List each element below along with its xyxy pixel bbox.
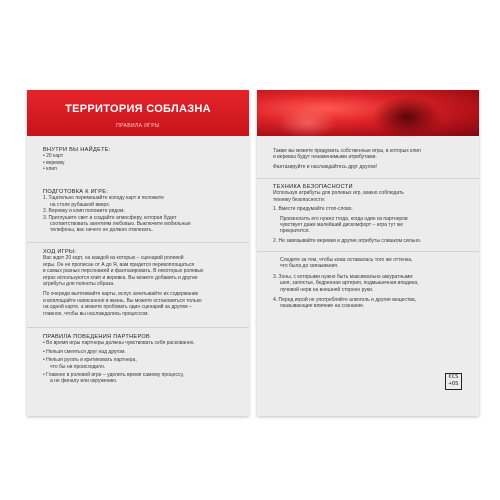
prep-line: 3. Приглушите свет и создайте атмосферу, которая будет bbox=[43, 214, 177, 221]
inside-item: • клип bbox=[43, 166, 57, 173]
prep-heading: ПОДГОТОВКА К ИГРЕ: bbox=[43, 189, 109, 195]
prep-line: 2. Веревку и клип положите рядом. bbox=[43, 208, 125, 215]
safety-note: чувствует даже малейший дискомфорт – игра тут же bbox=[280, 222, 403, 229]
progress-line: играх используются клип и веревка. Вы можете добавить и другие bbox=[43, 274, 198, 281]
safety-line: Используя атрибуты для ролевых игр, важно соблюдать bbox=[273, 190, 404, 197]
intro-section bbox=[273, 148, 465, 170]
logo-line: €CS bbox=[448, 374, 459, 380]
prep-line: телефоны, вас ничего не должно отвлекать. bbox=[50, 227, 153, 234]
inside-item: • веревку bbox=[43, 159, 65, 166]
progress-line: Вас ждет 20 карт, на каждой из которых – сценарий ролевой bbox=[43, 255, 184, 262]
inside-item: • 20 карт bbox=[43, 153, 64, 160]
progress-heading: ХОД ИГРЫ: bbox=[43, 249, 77, 255]
intro-line: Фантазируйте и наслаждайтесь друг другом! bbox=[273, 163, 377, 170]
game-title: ТЕРРИТОРИЯ СОБЛАЗНА bbox=[65, 103, 211, 115]
safety-step: 1. Вместе придумайте стоп-слово. bbox=[273, 206, 353, 213]
progress-line: в самых разных персонажей и фантазировать. В некоторых ролевых bbox=[43, 268, 204, 275]
brand-logo bbox=[445, 373, 462, 390]
logo-line: +OS bbox=[448, 381, 459, 387]
progress-section bbox=[43, 249, 235, 317]
section-divider bbox=[257, 251, 479, 252]
safety-note: Произносить его нужно тогда, когда один из партнеров bbox=[280, 215, 408, 222]
rules-item: • Во время игры партнеры должны чувствовать себя раскованно. bbox=[43, 340, 195, 347]
rules-item: • Нельзя смеяться друг над другом. bbox=[43, 348, 126, 355]
safety-section bbox=[273, 184, 465, 244]
prep-line: на столе рубашкой вверх. bbox=[50, 201, 111, 208]
rules-card-left bbox=[27, 90, 249, 416]
rules-section bbox=[43, 334, 235, 385]
section-divider bbox=[27, 242, 249, 243]
safety-step: 4. Перед игрой не употребляйте алкоголь и другие вещества, bbox=[273, 297, 417, 304]
safety-cont-section bbox=[273, 257, 465, 310]
section-divider bbox=[27, 327, 249, 328]
safety-step: шея, запястье, бедренная артерия, подмышечная впадина, bbox=[280, 280, 419, 287]
prep-line: 1. Тщательно перемешайте колоду карт и положите bbox=[43, 195, 164, 202]
progress-line: игры. Он не прописан от А до Я, вам придется перевоплощаться bbox=[43, 261, 195, 268]
game-subtitle: ПРАВИЛА ИГРЫ bbox=[116, 123, 160, 129]
intro-line: и веревка будут незаменимыми атрибутами. bbox=[273, 154, 377, 161]
intro-line: Также вы можете придумать собственные игры, в которых клип bbox=[273, 148, 421, 154]
safety-step: 2. Не завязывайте веревки и другие атрибуты слишком сильно. bbox=[273, 237, 422, 244]
photo-banner bbox=[257, 90, 479, 136]
safety-step: 3. Зоны, с которыми нужно быть максимально аккуратными: bbox=[273, 273, 414, 280]
prep-line: соответствовать занятиям любовью. Выключите мобильные bbox=[50, 221, 191, 228]
progress-line: атрибуты для полноты образа. bbox=[43, 281, 115, 288]
rules-card-right bbox=[257, 90, 479, 416]
safety-step: оказывающие влияние на сознание. bbox=[280, 303, 365, 310]
title-banner bbox=[27, 90, 249, 136]
rules-item: что бы ни происходило. bbox=[50, 363, 106, 370]
progress-line: главное, чтобы вы наслаждались процессом. bbox=[43, 310, 149, 317]
progress-line: По очереди вытягивайте карты, вслух зачитывайте их содержание bbox=[43, 291, 199, 298]
rules-item: • Нельзя ругать и критиковать партнера, bbox=[43, 357, 137, 364]
safety-note: прекратится. bbox=[280, 228, 310, 235]
rules-item: • Главное в ролевой игре – уделить время самому процессу, bbox=[43, 372, 184, 379]
inside-section bbox=[43, 147, 235, 173]
inside-heading: ВНУТРИ ВЫ НАЙДЕТЕ: bbox=[43, 147, 111, 153]
safety-step: лучевой нерв на внешней стороне руки. bbox=[280, 286, 374, 293]
safety-line: технику безопасности: bbox=[273, 196, 326, 203]
safety-note: что была до связывания. bbox=[280, 263, 339, 270]
progress-line: на одной карте, а можете пробовать один сценарий за другим – bbox=[43, 304, 192, 311]
safety-note: Следите за тем, чтобы кожа оставалась того же оттенка, bbox=[280, 257, 413, 263]
section-divider bbox=[257, 178, 479, 179]
prep-section bbox=[43, 189, 235, 234]
safety-heading: ТЕХНИКА БЕЗОПАСНОСТИ bbox=[273, 184, 353, 190]
progress-line: и воплощайте написанное в жизнь. Вы можете остановиться только bbox=[43, 297, 202, 304]
rules-heading: ПРАВИЛА ПОВЕДЕНИЯ ПАРТНЕРОВ bbox=[43, 334, 151, 340]
rules-item: а не финалу или окружению. bbox=[50, 378, 118, 385]
